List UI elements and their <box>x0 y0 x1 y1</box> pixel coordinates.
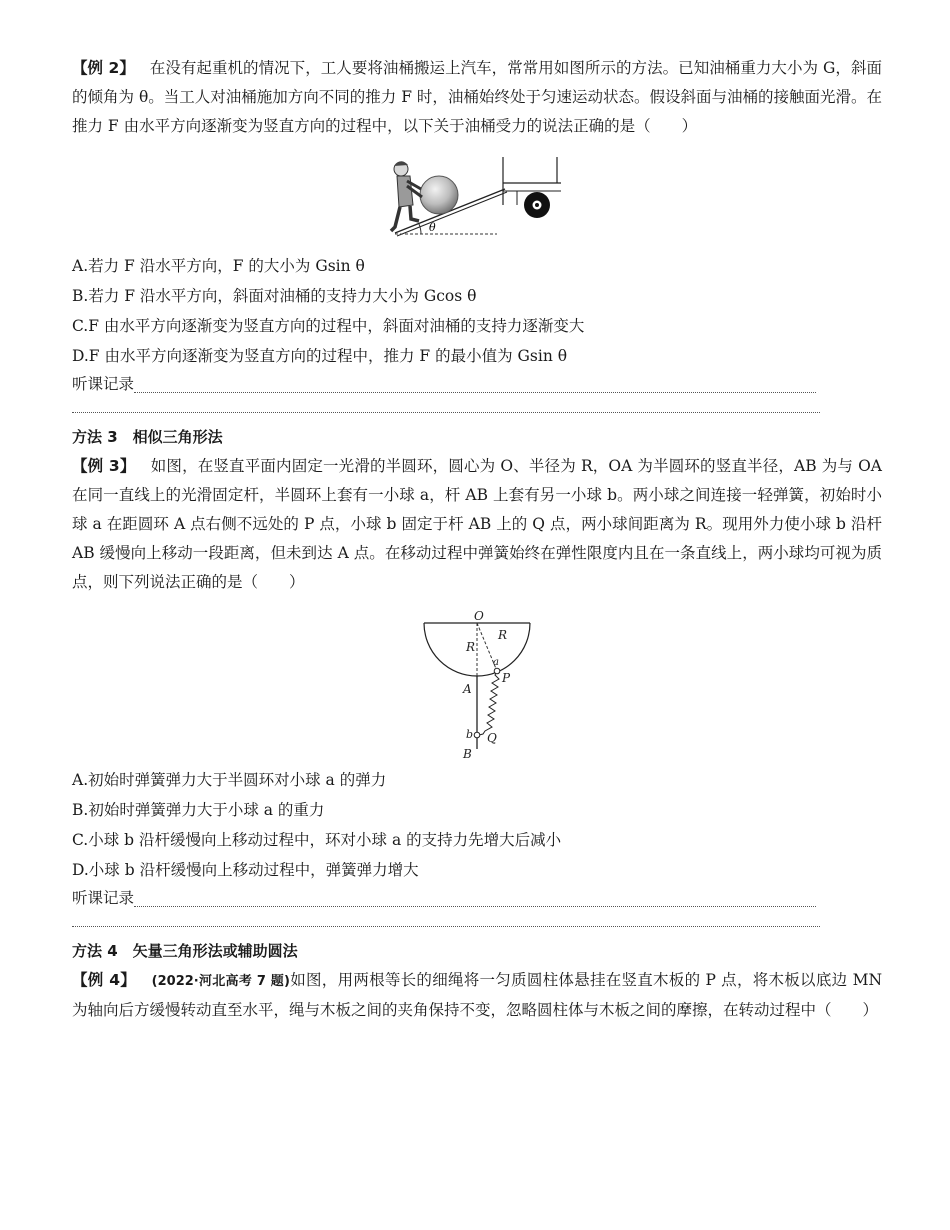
example-3-notes-dotted-line-2[interactable] <box>72 925 820 927</box>
worker-figure <box>391 161 422 231</box>
example-2-notes-dotted-field[interactable] <box>134 372 816 393</box>
example-2-option-d[interactable]: D.F 由水平方向逐渐变为竖直方向的过程中，推力 F 的最小值为 Gsin θ <box>72 347 568 365</box>
angle-arc <box>419 224 421 234</box>
example-2-notes-dotted-line-2[interactable] <box>72 411 820 413</box>
example-2-option-a[interactable]: A.若力 F 沿水平方向，F 的大小为 Gsin θ <box>72 257 365 275</box>
label-o: O <box>474 609 484 623</box>
label-r-right: R <box>498 628 508 642</box>
example-3-notes-label: 听课记录 <box>72 889 135 907</box>
example-2-text: 在没有起重机的情况下，工人要将油桶搬运上汽车，常常用如图所示的方法。已知油桶重力大小为 G，斜面的倾角为 θ。当工人对油桶施加方向不同的推力 F 时，油桶始终处于匀速运动状态。假设斜面与油桶的接触面光滑。在推力 F 由水平方向逐渐变为竖直方向的过程中，以下关于油桶受力的说法正确的是（ ） <box>72 59 883 135</box>
example-2-stem <box>72 54 882 141</box>
truck-figure <box>503 157 561 218</box>
example-4-source: (2022·河北高考 7 题) <box>151 974 290 989</box>
example-2-notes-label: 听课记录 <box>72 375 135 393</box>
label-p: P <box>502 671 511 685</box>
example-3-option-d[interactable]: D.小球 b 沿杆缓慢向上移动过程中，弹簧弹力增大 <box>72 861 419 879</box>
spring <box>479 671 499 735</box>
method-3-heading: 方法 3 相似三角形法 <box>72 428 223 446</box>
method-4-heading: 方法 4 矢量三角形法或辅助圆法 <box>72 942 298 960</box>
example-3-text: 如图，在竖直平面内固定一光滑的半圆环，圆心为 O、半径为 R，OA 为半圆环的竖直半径，AB 为与 OA 在同一直线上的光滑固定杆，半圆环上套有一小球 a，杆 AB 上套有另一小球 b。两小球之间连接一轻弹簧，初始时小球 a 在距圆环 A 点右侧不远处的 P 点，小球 b 固定于杆 AB 上的 Q 点，两小球间距离为 R。现用外力使小球 b 沿杆 AB 缓慢向上移动一段距离，但未到达 A 点。在移动过程中弹簧始终在弹性限度内且在一条直线上，两小球均可视为质点，则下列说法正确的是（ ） <box>72 457 882 591</box>
label-b-point: B <box>463 747 472 761</box>
oil-barrel-ramp-figure <box>377 153 577 245</box>
example-2-tag: 【例 2】 <box>72 59 135 77</box>
example-2-option-b[interactable]: B.若力 F 沿水平方向，斜面对油桶的支持力大小为 Gcos θ <box>72 287 477 305</box>
example-3-option-b[interactable]: B.初始时弹簧弹力大于小球 a 的重力 <box>72 801 325 819</box>
label-a-point: A <box>463 682 472 696</box>
label-r-left: R <box>466 640 476 654</box>
example-3-option-c[interactable]: C.小球 b 沿杆缓慢向上移动过程中，环对小球 a 的支持力先增大后减小 <box>72 831 562 849</box>
label-q: Q <box>487 731 497 745</box>
example-3-stem <box>72 452 882 597</box>
example-3-notes-dotted-field[interactable] <box>134 886 816 907</box>
example-2-option-c[interactable]: C.F 由水平方向逐渐变为竖直方向的过程中，斜面对油桶的支持力逐渐变大 <box>72 317 585 335</box>
example-3-notes-line[interactable] <box>72 885 882 911</box>
example-4-text: 如图，用两根等长的细绳将一匀质圆柱体悬挂在竖直木板的 P 点，将木板以底边 MN 为轴向后方缓慢转动直至水平，绳与木板之间的夹角保持不变，忽略圆柱体与木板之间的摩擦，在转动过程中（ ） <box>72 971 883 1019</box>
oil-barrel <box>420 176 458 214</box>
ball-b <box>474 732 480 738</box>
example-4-stem <box>72 966 882 1025</box>
label-b-ball: b <box>466 728 474 741</box>
ball-a <box>494 668 500 674</box>
label-a-ball: a <box>493 657 499 668</box>
example-3-tag: 【例 3】 <box>72 457 136 475</box>
example-2-notes-line[interactable] <box>72 371 882 397</box>
example-4-tag: 【例 4】 <box>72 971 137 989</box>
semicircle-ring-figure <box>412 609 542 761</box>
angle-theta-label: θ <box>429 221 436 234</box>
page-content <box>72 54 882 1025</box>
example-3-option-a[interactable]: A.初始时弹簧弹力大于半圆环对小球 a 的弹力 <box>72 771 387 789</box>
